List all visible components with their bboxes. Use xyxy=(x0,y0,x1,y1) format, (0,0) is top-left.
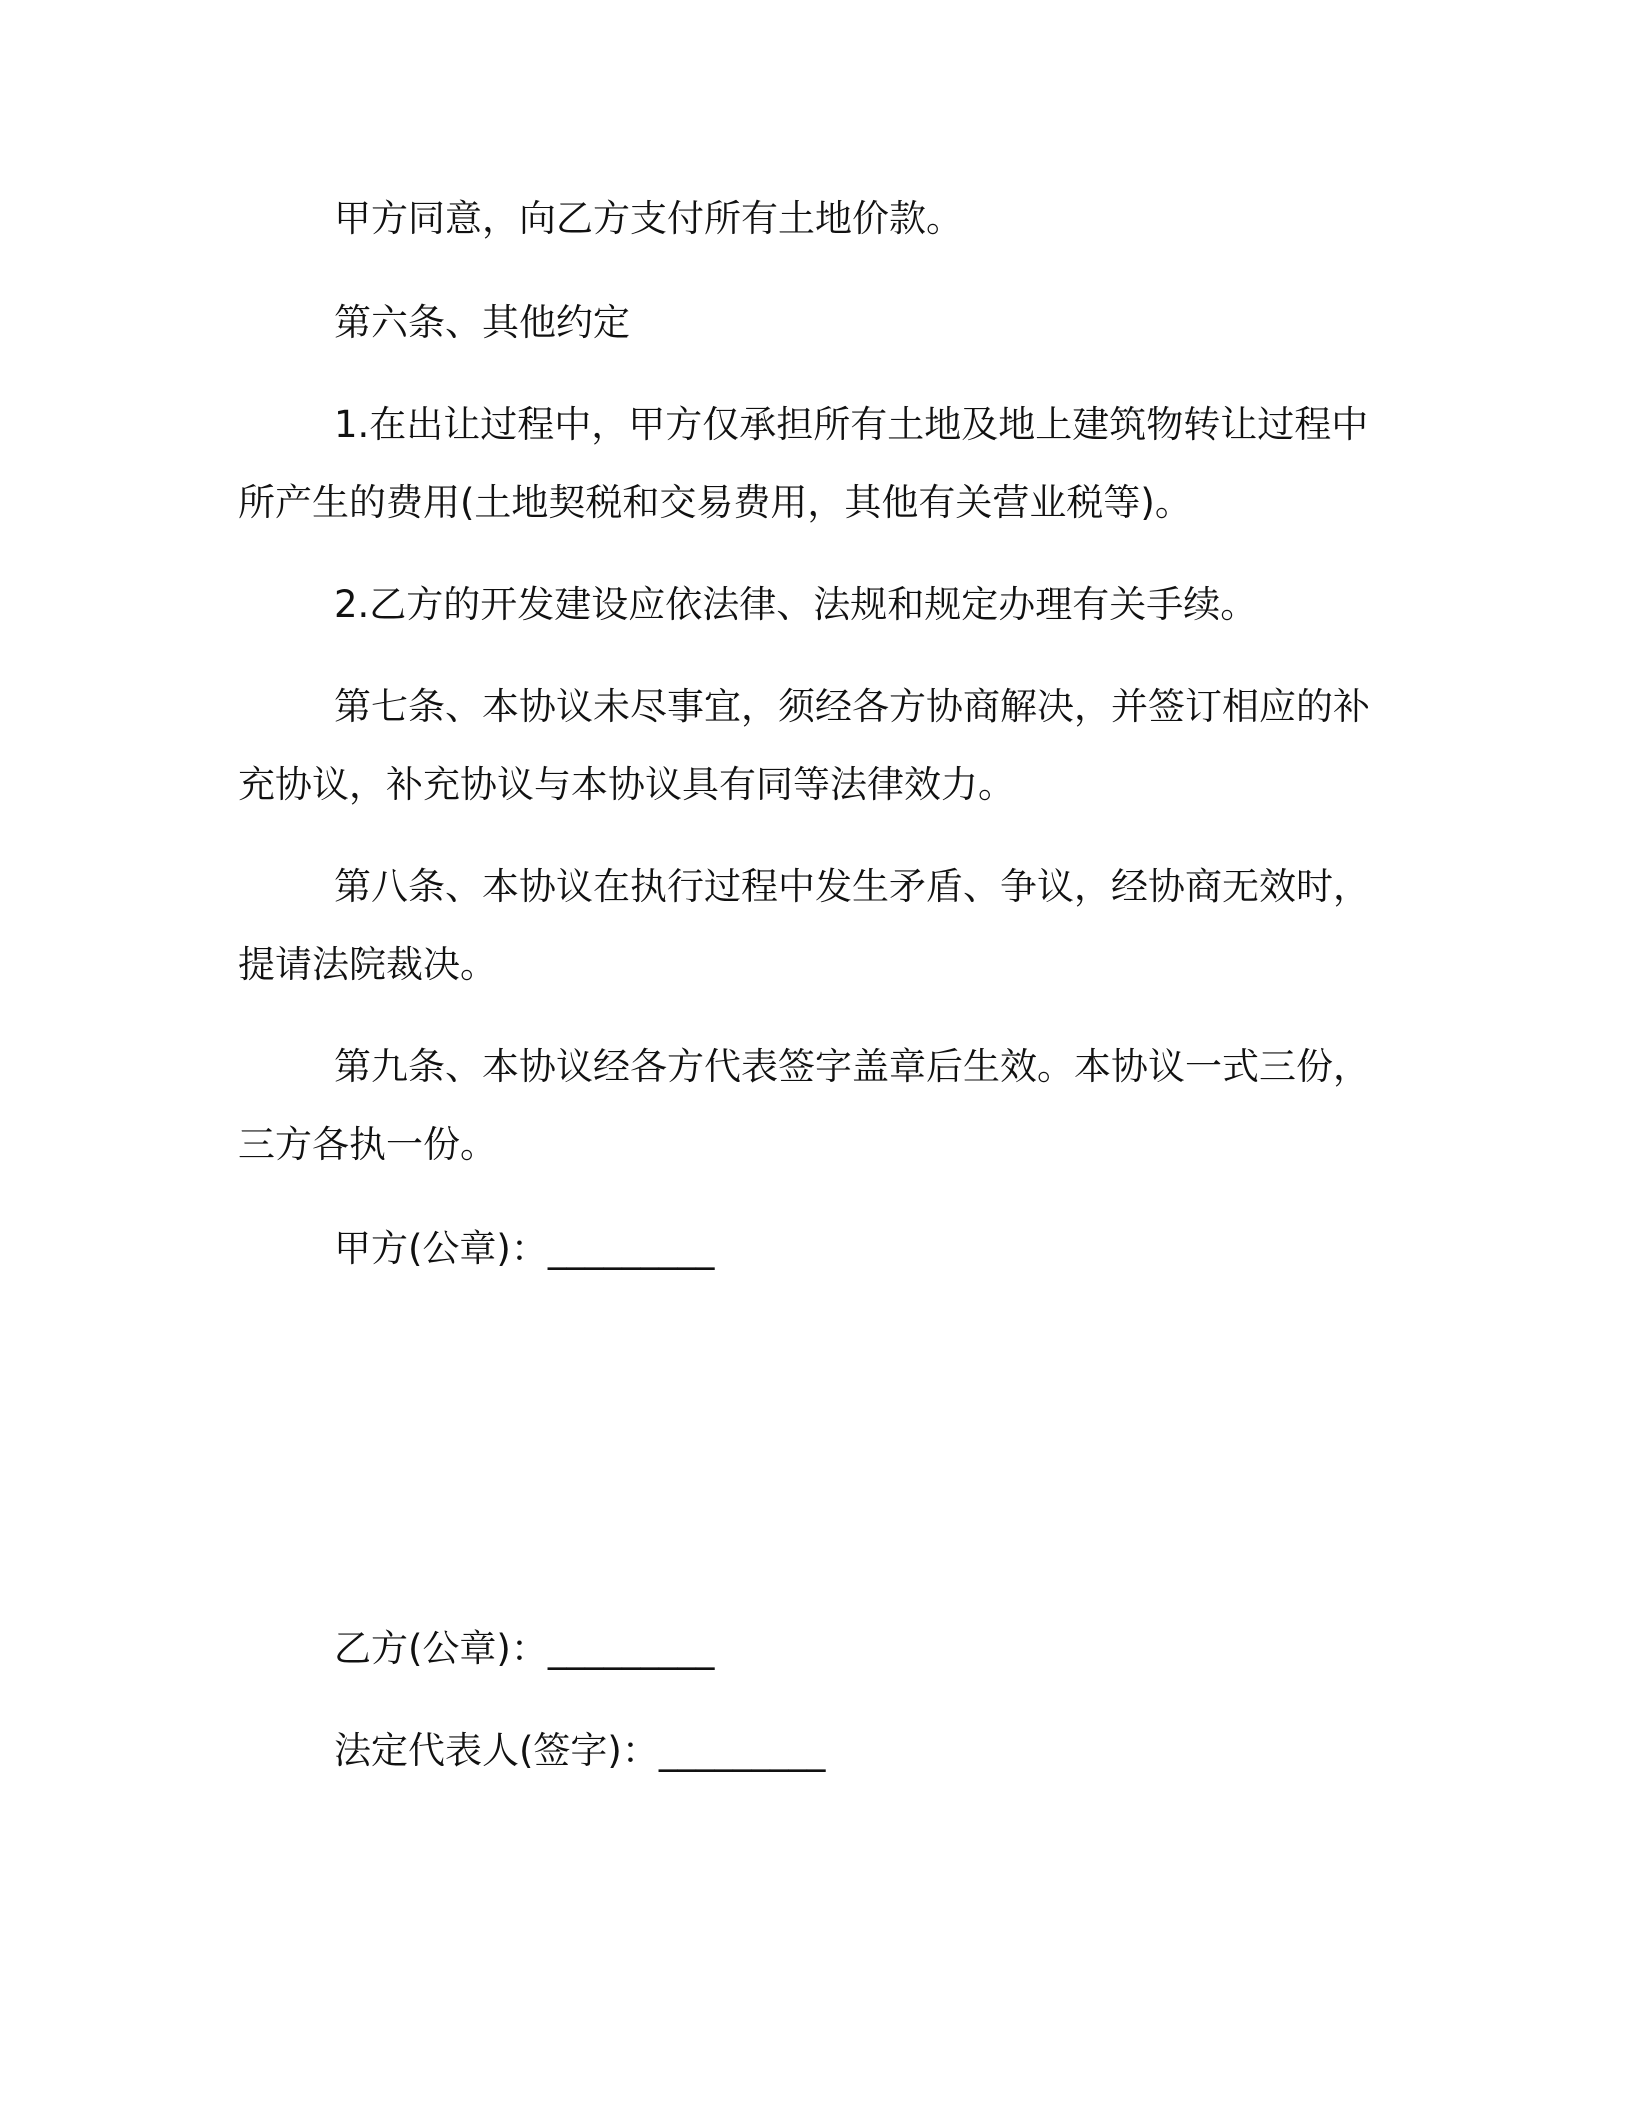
clause-1-line-2: 所产生的费用(土地契税和交易费用，其他有关营业税等)。 xyxy=(238,481,1192,524)
party-b-signature-line: 乙方(公章)：_________ xyxy=(334,1627,715,1670)
article-six-heading: 第六条、其他约定 xyxy=(334,301,630,344)
article-nine-line-1: 第九条、本协议经各方代表签字盖章后生效。本协议一式三份， xyxy=(334,1045,1370,1088)
clause-1-line-1: 1.在出让过程中，甲方仅承担所有土地及地上建筑物转让过程中 xyxy=(334,403,1369,446)
party-a-signature-line: 甲方(公章)：_________ xyxy=(334,1227,715,1270)
article-seven-line-1: 第七条、本协议未尽事宜，须经各方协商解决，并签订相应的补 xyxy=(334,685,1370,728)
clause-2: 2.乙方的开发建设应依法律、法规和规定办理有关手续。 xyxy=(334,583,1258,626)
article-eight-line-2: 提请法院裁决。 xyxy=(238,943,497,986)
legal-representative-signature-line: 法定代表人(签字)：_________ xyxy=(334,1729,826,1772)
paragraph-payment: 甲方同意，向乙方支付所有土地价款。 xyxy=(334,197,963,240)
article-seven-line-2: 充协议，补充协议与本协议具有同等法律效力。 xyxy=(238,763,1015,806)
article-nine-line-2: 三方各执一份。 xyxy=(238,1123,497,1166)
article-eight-line-1: 第八条、本协议在执行过程中发生矛盾、争议，经协商无效时， xyxy=(334,865,1370,908)
